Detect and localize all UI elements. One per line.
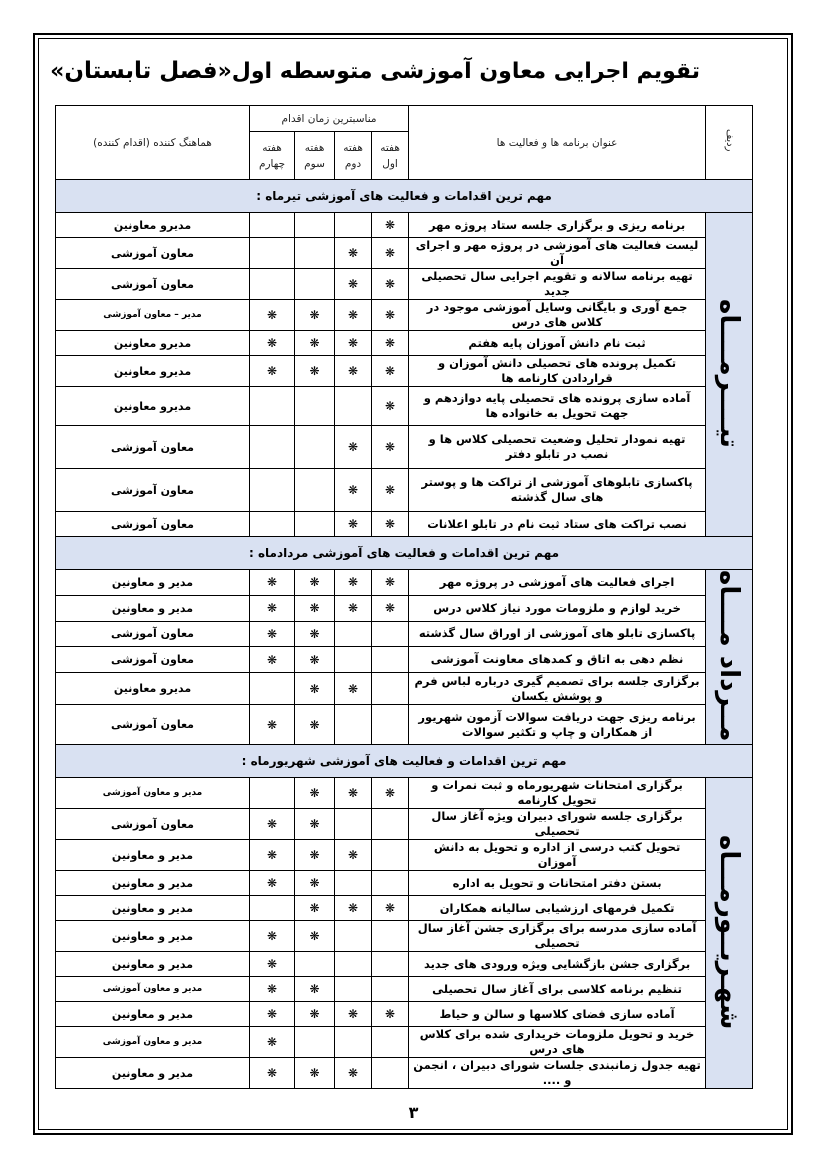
table-row [56, 469, 753, 512]
week-4-mark: ❋ [250, 1002, 295, 1027]
coordinator-cell: مدیر و معاون آموزشی [56, 778, 250, 809]
week-3-mark [295, 1027, 335, 1058]
activity-cell: خرید و تحویل ملزومات خریداری شده برای کلاس های درس [409, 1027, 706, 1058]
activity-cell: آماده سازی فضای کلاسها و سالن و حیاط [409, 1002, 706, 1027]
week-2-mark: ❋ [335, 570, 372, 596]
activity-cell: پاکسازی تابلو های آموزشی از اوراق سال گذشته [409, 621, 706, 647]
coordinator-cell: مدیر و معاونین [56, 595, 250, 621]
week-1-mark: ❋ [372, 595, 409, 621]
week-3-mark: ❋ [295, 1058, 335, 1089]
activity-cell: پاکسازی تابلوهای آموزشی از تراکت ها و پوستر های سال گذشته [409, 469, 706, 512]
coordinator-cell: مدیر و معاون آموزشی [56, 977, 250, 1002]
coordinator-cell: مدیر و معاونین [56, 921, 250, 952]
month-label-cell [706, 570, 753, 745]
week-3-mark [295, 387, 335, 426]
week-3-mark [295, 213, 335, 238]
week-4-mark [250, 213, 295, 238]
week-4-mark [250, 673, 295, 705]
week-1-mark [372, 705, 409, 745]
header-activity: عنوان برنامه ها و فعالیت ها [409, 106, 706, 180]
week-3-mark: ❋ [295, 871, 335, 896]
week-4-mark [250, 426, 295, 469]
table-row [56, 1058, 753, 1089]
table-row [56, 331, 753, 356]
coordinator-cell: مدیر و معاونین [56, 570, 250, 596]
week-1-mark [372, 977, 409, 1002]
week-1-mark [372, 621, 409, 647]
week-4-mark: ❋ [250, 595, 295, 621]
table-row [56, 673, 753, 705]
week-3-mark: ❋ [295, 621, 335, 647]
week-4-mark: ❋ [250, 952, 295, 977]
week-2-mark: ❋ [335, 840, 372, 871]
table-row [56, 426, 753, 469]
activity-cell: اجرای فعالیت های آموزشی در پروژه مهر [409, 570, 706, 596]
week-4-mark: ❋ [250, 921, 295, 952]
week-2-mark: ❋ [335, 1058, 372, 1089]
week-2-mark [335, 1027, 372, 1058]
week-1-mark: ❋ [372, 269, 409, 300]
week-3-mark: ❋ [295, 778, 335, 809]
section-heading-row [56, 745, 753, 778]
activity-cell: آماده سازی پرونده های تحصیلی پایه دوازدهم و جهت تحویل به خانواده ها [409, 387, 706, 426]
table-row [56, 871, 753, 896]
coordinator-cell: مدیر و معاون آموزشی [56, 1027, 250, 1058]
section-heading: مهم ترین اقدامات و فعالیت های آموزشی تیرماه : [56, 180, 753, 213]
title-season: فصل تابستان [64, 58, 218, 84]
week-2-mark: ❋ [335, 300, 372, 331]
activity-cell: نصب تراکت های ستاد ثبت نام در تابلو اعلانات [409, 512, 706, 537]
week-3-mark [295, 952, 335, 977]
activity-cell: جمع آوری و بایگانی وسایل آموزشی موجود در کلاس های درس [409, 300, 706, 331]
activity-cell: برگزاری جلسه شورای دبیران ویژه آغاز سال تحصیلی [409, 809, 706, 840]
week-3-mark: ❋ [295, 705, 335, 745]
week-2-mark [335, 809, 372, 840]
coordinator-cell: معاون آموزشی [56, 705, 250, 745]
week-1-mark: ❋ [372, 896, 409, 921]
week-4-mark: ❋ [250, 1058, 295, 1089]
page-number: ۳ [408, 1103, 419, 1122]
table-row [56, 595, 753, 621]
week-1-mark: ❋ [372, 778, 409, 809]
week-4-mark [250, 512, 295, 537]
week-4-mark: ❋ [250, 300, 295, 331]
week-2-mark: ❋ [335, 469, 372, 512]
week-4-mark: ❋ [250, 570, 295, 596]
coordinator-cell: مدیر و معاونین [56, 840, 250, 871]
week-3-mark [295, 269, 335, 300]
coordinator-cell: معاون آموزشی [56, 469, 250, 512]
table-row [56, 896, 753, 921]
month-label: مــرداد مــــاه [714, 570, 745, 742]
header-coordinator: هماهنگ کننده (اقدام کننده) [56, 106, 250, 180]
week-4-mark: ❋ [250, 871, 295, 896]
week-3-mark: ❋ [295, 977, 335, 1002]
week-2-mark: ❋ [335, 1002, 372, 1027]
table-row [56, 1002, 753, 1027]
header-week-3: هفته سوم [295, 132, 335, 180]
week-4-mark [250, 269, 295, 300]
table-row [56, 238, 753, 269]
coordinator-cell: معاون آموزشی [56, 426, 250, 469]
week-2-mark: ❋ [335, 512, 372, 537]
week-3-mark: ❋ [295, 331, 335, 356]
week-1-mark: ❋ [372, 469, 409, 512]
week-4-mark: ❋ [250, 977, 295, 1002]
table-row [56, 647, 753, 673]
table-row [56, 778, 753, 809]
table-row [56, 570, 753, 596]
table-row [56, 952, 753, 977]
table-row [56, 356, 753, 387]
header-week-2: هفته دوم [335, 132, 372, 180]
month-label-cell [706, 213, 753, 537]
week-1-mark: ❋ [372, 387, 409, 426]
header-time-group: مناسبترین زمان اقدام [250, 106, 409, 132]
week-4-mark [250, 896, 295, 921]
coordinator-cell: مدیرو معاونین [56, 673, 250, 705]
week-3-mark: ❋ [295, 300, 335, 331]
week-3-mark: ❋ [295, 673, 335, 705]
week-1-mark: ❋ [372, 331, 409, 356]
week-2-mark [335, 871, 372, 896]
activity-cell: خرید لوازم و ملزومات مورد نیاز کلاس درس [409, 595, 706, 621]
coordinator-cell: مدیرو معاونین [56, 387, 250, 426]
week-3-mark: ❋ [295, 595, 335, 621]
week-3-mark [295, 238, 335, 269]
section-heading: مهم ترین اقدامات و فعالیت های آموزشی شهریورماه : [56, 745, 753, 778]
week-3-mark [295, 512, 335, 537]
week-2-mark: ❋ [335, 238, 372, 269]
table-row [56, 387, 753, 426]
activity-cell: لیست فعالیت های آموزشی در پروژه مهر و اجرای آن [409, 238, 706, 269]
coordinator-cell: معاون آموزشی [56, 809, 250, 840]
week-4-mark: ❋ [250, 356, 295, 387]
week-3-mark [295, 426, 335, 469]
table-row [56, 840, 753, 871]
coordinator-cell: مدیر و معاونین [56, 871, 250, 896]
table-row [56, 977, 753, 1002]
week-3-mark: ❋ [295, 809, 335, 840]
coordinator-cell: مدیر و معاونین [56, 952, 250, 977]
section-heading: مهم ترین اقدامات و فعالیت های آموزشی مردادماه : [56, 537, 753, 570]
week-1-mark: ❋ [372, 1002, 409, 1027]
week-1-mark [372, 952, 409, 977]
week-1-mark: ❋ [372, 213, 409, 238]
coordinator-cell: معاون آموزشی [56, 512, 250, 537]
week-2-mark: ❋ [335, 896, 372, 921]
activity-cell: تحویل کتب درسی از اداره و تحویل به دانش آموزان [409, 840, 706, 871]
title-close-quote: » [50, 59, 65, 84]
activity-cell: برنامه ریزی جهت دریافت سوالات آزمون شهریور از همکاران و چاپ و تکثیر سوالات [409, 705, 706, 745]
week-1-mark [372, 1027, 409, 1058]
coordinator-cell: معاون آموزشی [56, 238, 250, 269]
week-1-mark [372, 809, 409, 840]
week-3-mark: ❋ [295, 1002, 335, 1027]
week-1-mark [372, 1058, 409, 1089]
table-row [56, 1027, 753, 1058]
week-2-mark [335, 705, 372, 745]
table-row [56, 269, 753, 300]
header-week-4: هفته چهارم [250, 132, 295, 180]
week-2-mark [335, 977, 372, 1002]
table-row [56, 621, 753, 647]
section-heading-row [56, 180, 753, 213]
week-2-mark [335, 952, 372, 977]
month-label-cell [706, 778, 753, 1089]
week-1-mark [372, 871, 409, 896]
week-4-mark: ❋ [250, 331, 295, 356]
coordinator-cell: مدیر و معاونین [56, 896, 250, 921]
activity-cell: تکمیل پرونده های تحصیلی دانش آموزان و قراردادن کارنامه ها [409, 356, 706, 387]
week-4-mark: ❋ [250, 647, 295, 673]
coordinator-cell: مدیر – معاون آموزشی [56, 300, 250, 331]
coordinator-cell: معاون آموزشی [56, 621, 250, 647]
activity-cell: تکمیل فرمهای ارزشیابی سالیانه همکاران [409, 896, 706, 921]
week-3-mark: ❋ [295, 570, 335, 596]
calendar-table [55, 105, 753, 1089]
week-1-mark: ❋ [372, 238, 409, 269]
table-row [56, 809, 753, 840]
week-2-mark [335, 387, 372, 426]
activity-cell: برگزاری جلسه برای تصمیم گیری درباره لباس فرم و پوشش یکسان [409, 673, 706, 705]
week-1-mark [372, 921, 409, 952]
header-radif: ردیف [706, 106, 753, 180]
title-main: تقویم اجرایی معاون آموزشی متوسطه اول [231, 59, 700, 84]
activity-cell: ثبت نام دانش آموزان پایه هفتم [409, 331, 706, 356]
activity-cell: تهیه نمودار تحلیل وضعیت تحصیلی کلاس ها و نصب در تابلو دفتر [409, 426, 706, 469]
week-2-mark [335, 621, 372, 647]
week-2-mark: ❋ [335, 673, 372, 705]
activity-cell: بستن دفتر امتحانات و تحویل به اداره [409, 871, 706, 896]
week-3-mark: ❋ [295, 356, 335, 387]
week-3-mark: ❋ [295, 647, 335, 673]
week-2-mark: ❋ [335, 426, 372, 469]
week-4-mark: ❋ [250, 621, 295, 647]
activity-cell: نظم دهی به اتاق و کمدهای معاونت آموزشی [409, 647, 706, 673]
table-row [56, 921, 753, 952]
month-label: شهـریــورمـــاه [714, 834, 745, 1030]
week-2-mark: ❋ [335, 356, 372, 387]
week-1-mark: ❋ [372, 356, 409, 387]
week-3-mark: ❋ [295, 840, 335, 871]
activity-cell: برگزاری امتحانات شهریورماه و ثبت نمرات و تحویل کارنامه [409, 778, 706, 809]
week-3-mark: ❋ [295, 896, 335, 921]
week-3-mark: ❋ [295, 921, 335, 952]
coordinator-cell: مدیرو معاونین [56, 356, 250, 387]
week-1-mark: ❋ [372, 512, 409, 537]
coordinator-cell: مدیر و معاونین [56, 1058, 250, 1089]
coordinator-cell: معاون آموزشی [56, 647, 250, 673]
table-row [56, 512, 753, 537]
activity-cell: برنامه ریزی و برگزاری جلسه ستاد پروژه مهر [409, 213, 706, 238]
week-2-mark [335, 647, 372, 673]
coordinator-cell: مدیرو معاونین [56, 213, 250, 238]
week-4-mark: ❋ [250, 840, 295, 871]
page-title [50, 58, 700, 84]
week-1-mark: ❋ [372, 570, 409, 596]
activity-cell: تهیه جدول زمانبندی جلسات شورای دبیران ، انجمن و .... [409, 1058, 706, 1089]
week-2-mark: ❋ [335, 595, 372, 621]
week-2-mark: ❋ [335, 778, 372, 809]
week-3-mark [295, 469, 335, 512]
table-row [56, 213, 753, 238]
coordinator-cell: معاون آموزشی [56, 269, 250, 300]
week-4-mark [250, 238, 295, 269]
activity-cell: آماده سازی مدرسه برای برگزاری جشن آغاز سال تحصیلی [409, 921, 706, 952]
table-row [56, 705, 753, 745]
table-row [56, 300, 753, 331]
week-2-mark [335, 213, 372, 238]
activity-cell: تهیه برنامه سالانه و تقویم اجرایی سال تحصیلی جدید [409, 269, 706, 300]
week-4-mark: ❋ [250, 809, 295, 840]
week-2-mark: ❋ [335, 331, 372, 356]
title-open-quote: « [217, 59, 232, 84]
activity-cell: تنظیم برنامه کلاسی برای آغاز سال تحصیلی [409, 977, 706, 1002]
week-4-mark: ❋ [250, 1027, 295, 1058]
week-1-mark [372, 647, 409, 673]
coordinator-cell: مدیر و معاونین [56, 1002, 250, 1027]
week-4-mark: ❋ [250, 705, 295, 745]
section-heading-row [56, 537, 753, 570]
header-week-1: هفته اول [372, 132, 409, 180]
week-1-mark [372, 840, 409, 871]
activity-cell: برگزاری جشن بازگشایی ویژه ورودی های جدید [409, 952, 706, 977]
week-2-mark: ❋ [335, 269, 372, 300]
week-4-mark [250, 469, 295, 512]
week-1-mark: ❋ [372, 300, 409, 331]
week-4-mark [250, 387, 295, 426]
week-2-mark [335, 921, 372, 952]
month-label: تیــــرمــــاه [714, 298, 745, 448]
coordinator-cell: مدیرو معاونین [56, 331, 250, 356]
week-1-mark [372, 673, 409, 705]
week-1-mark: ❋ [372, 426, 409, 469]
week-4-mark [250, 778, 295, 809]
